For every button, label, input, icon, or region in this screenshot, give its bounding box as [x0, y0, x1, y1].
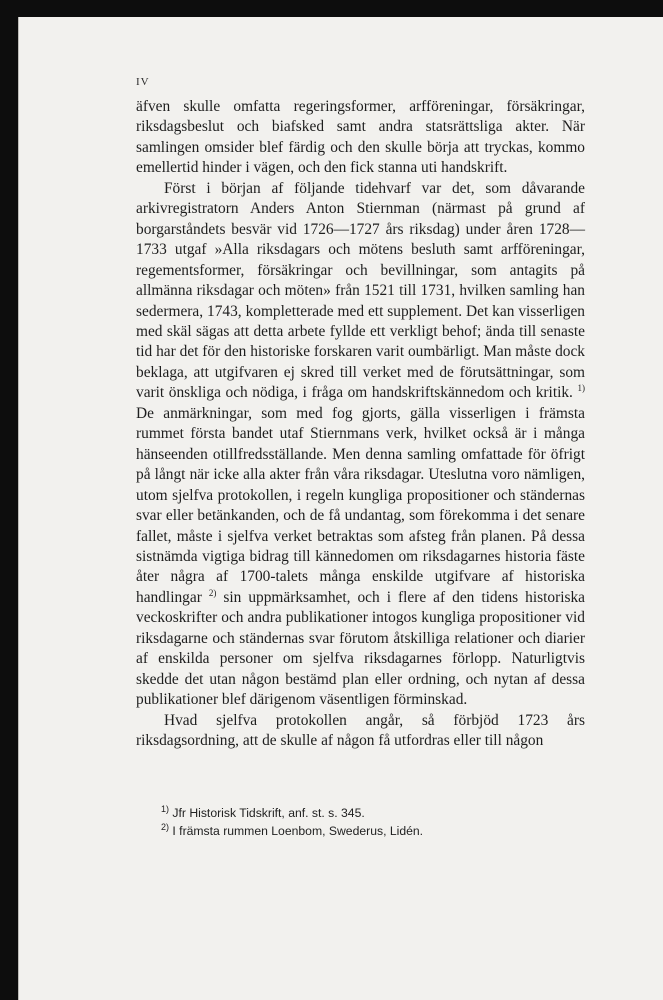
- body-text: [136, 97, 585, 752]
- page-number: IV: [136, 76, 150, 88]
- footnote-mark-2: 2): [161, 821, 170, 832]
- footnote-1-text: Jfr Historisk Tidskrift, anf. st. s. 345.: [172, 806, 365, 820]
- paragraph-3-text: Hvad sjelfva protokollen angår, så förbjöd 1723 års riksdagsordning, att de skulle af någon få utfordras eller till någon: [136, 711, 585, 750]
- footnotes: [161, 804, 581, 840]
- footnote-2-text: I främsta rummen Loenbom, Swederus, Lidén.: [172, 824, 424, 838]
- paragraph-1-text: äfven skulle omfatta regeringsformer, arfföreningar, försäkringar, riksdagsbeslut och biafsked samt andra statsrättsliga akter. När samlingen omsider blef färdig och den skulle börja att tryckas, kommo emellertid hinder i vägen, och den fick stanna uti handskrift.: [136, 98, 585, 177]
- paragraph-2-text-cont2: På dessa sistnämda vigtiga bidrag till kännedomen om riksdagarnes historia fäste åter några af 1700-talets många enskilde utgifvare af historiska handlingar: [136, 527, 585, 606]
- paragraph-1: [136, 97, 585, 179]
- scan-border: [0, 0, 663, 17]
- paragraph-2-text-cont3: sin uppmärksamhet, och i flere af den tidens historiska veckoskrifter och andra publikationer intogos kungliga propositioner vid riksdagarne och ständernas svar förutom åtskilliga relationer och diarier af enskilda personer om sjelfva riksdagarnes förlopp. Naturligtvis skedde det utan någon bestämd plan eller ordning, och nytan af dessa publikationer blef därigenom väsentligen förminskad.: [136, 588, 585, 709]
- paragraph-2-text-cont: De anmärkningar, som med fog gjorts, gälla visserligen i främsta rummet första bandet utaf Stiernmans verk, hvilket också är i många hänseenden otillfredsställande. Men denna samling omfattade för öfrigt på långt när icke alla akter från våra riksdagar. Uteslutna voro nämligen, utom sjelfva protokollen, i regeln kungliga propositioner och ständernas svar eller betänkanden, och de få undantag, som förekomma i det senare fallet, måste i sjelfva verket betraktas som afsteg från planen.: [136, 404, 585, 545]
- paragraph-3: [136, 711, 585, 752]
- paragraph-2: [136, 179, 585, 711]
- footnote-1: [161, 804, 581, 822]
- footnote-ref-2: 2): [208, 587, 217, 598]
- footnote-mark-1: 1): [161, 803, 170, 814]
- footnote-2: [161, 822, 581, 840]
- paragraph-2-text: Först i början af följande tidehvarf var det, som dåvarande arkivregistratorn Anders Anton Stiernman (närmast på grund af borgarståndets besvär vid 1726—1727 års riksdag) under åren 1728—1733 utgaf »Alla riksdagars och mötens besluth samt arfföreningar, regementsformer, försäkringar och bevillningar, som antagits på allmänna riksdagar och möten» från 1521 till 1731, hvilken samling han sedermera, 1743, kompletterade med ett supplement. Det kan visserligen med skäl sägas att detta arbete fyllde ett verkligt behof; ända till senaste tid har det för den historiske forskaren varit oumbärligt. Man måste dock beklaga, att utgifvaren ej skred till verket med de förutsättningar, som varit önskliga och nödiga, i fråga om handskriftskännedom och kritik.: [136, 179, 585, 402]
- footnote-ref-1: 1): [577, 383, 585, 394]
